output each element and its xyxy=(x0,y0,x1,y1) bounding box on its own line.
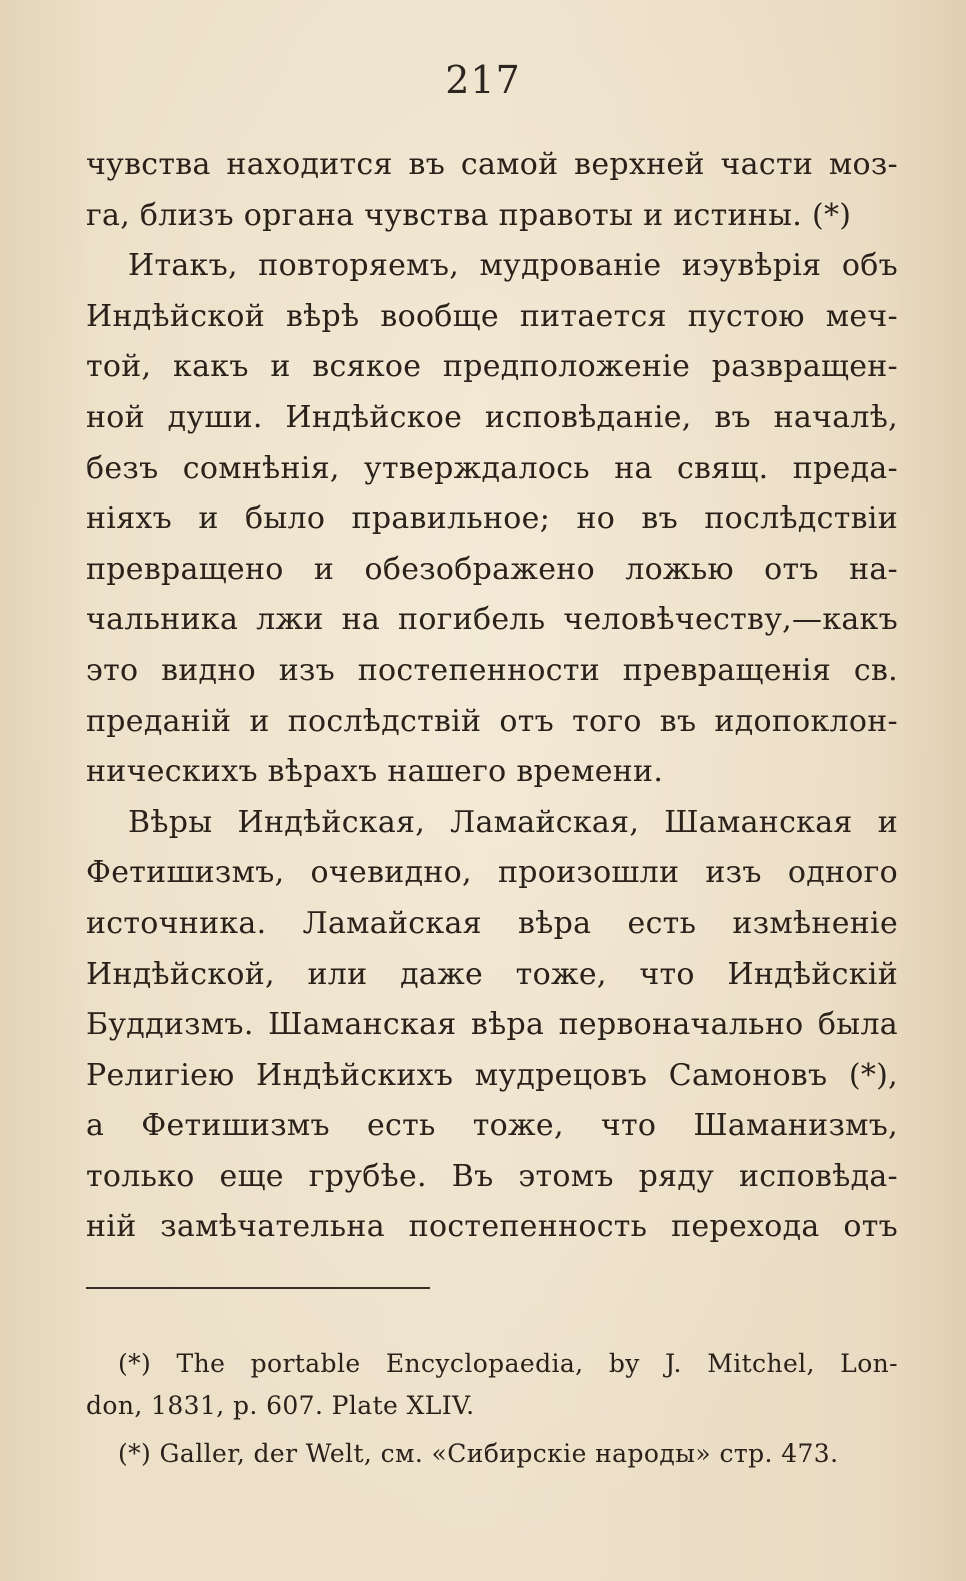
text-line: чальника лжи на погибель человѣчеству,—какъ xyxy=(86,602,898,638)
footnote-divider xyxy=(86,1287,430,1289)
footnote-line: don, 1831, p. 607. Plate XLIV. xyxy=(86,1391,475,1420)
text-line: Фетишизмъ, очевидно, произошли изъ одного xyxy=(86,855,898,891)
text-line: а Фетишизмъ есть тоже, что Шаманизмъ, xyxy=(86,1108,898,1144)
text-line: той, какъ и всякое предположеніе развращен- xyxy=(86,349,898,385)
text-line: ной души. Индѣйское исповѣданіе, въ началѣ, xyxy=(86,399,898,435)
text-line: га, близъ органа чувства правоты и истины. (*) xyxy=(86,197,852,233)
footnote-line: (*) Galler, der Welt, см. «Сибирскіе народы» стр. 473. xyxy=(118,1439,839,1468)
text-line: Религіею Индѣйскихъ мудрецовъ Самоновъ (*), xyxy=(86,1057,898,1093)
text-line: Вѣры Индѣйская, Ламайская, Шаманская и xyxy=(128,804,898,840)
text-line: только еще грубѣе. Въ этомъ ряду исповѣда- xyxy=(86,1158,898,1194)
text-line: преданій и послѣдствій отъ того въ идопоклон- xyxy=(86,703,898,739)
text-line: ніяхъ и было правильное; но въ послѣдствіи xyxy=(86,501,898,537)
footnote-line: (*) The portable Encyclopaedia, by J. Mitchel, Lon- xyxy=(118,1349,898,1378)
text-line: Итакъ, повторяемъ, мудрованіе иэувѣрія объ xyxy=(128,248,898,284)
page-number: 217 xyxy=(445,58,521,102)
text-line: чувства находится въ самой верхней части моз- xyxy=(86,147,898,182)
text-line: безъ сомнѣнія, утверждалось на свящ. преда- xyxy=(86,450,898,486)
text-line: ническихъ вѣрахъ нашего времени. xyxy=(86,754,664,790)
text-line: ній замѣчательна постепенность перехода отъ xyxy=(86,1209,898,1245)
text-line: это видно изъ постепенности превращенія св. xyxy=(86,652,898,688)
text-line: Индѣйской, или даже тоже, что Индѣйскій xyxy=(86,956,898,992)
text-line: превращено и обезображено ложью отъ на- xyxy=(86,551,898,587)
text-line: источника. Ламайская вѣра есть измѣненіе xyxy=(86,905,898,941)
text-line: Индѣйской вѣрѣ вообще питается пустою меч- xyxy=(86,298,898,334)
main-text xyxy=(86,140,898,1253)
footnotes xyxy=(86,1343,898,1475)
text-line: Буддизмъ. Шаманская вѣра первоначально была xyxy=(86,1007,898,1043)
